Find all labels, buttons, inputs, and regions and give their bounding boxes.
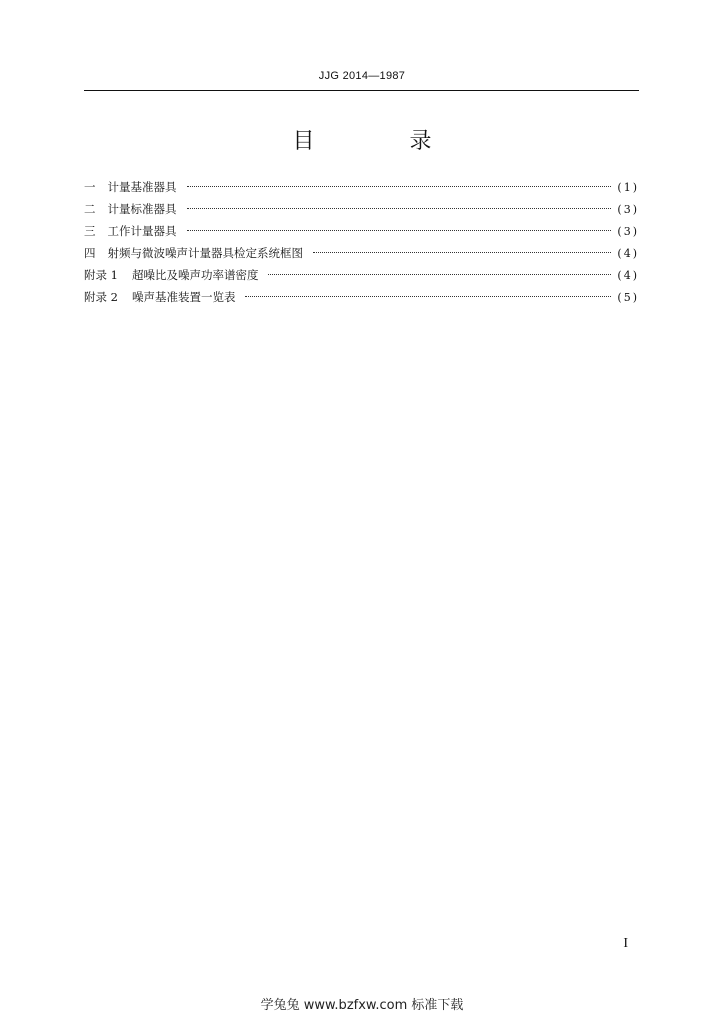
toc-entry-number: 二: [84, 202, 96, 216]
toc-entry-page: (4): [617, 269, 639, 282]
document-code: JJG 2014—1987: [318, 70, 406, 82]
toc-entry[interactable]: [84, 286, 639, 308]
toc-title: 目 录: [292, 129, 476, 154]
toc-entry-page: (5): [617, 291, 639, 304]
page-number: I: [623, 936, 628, 951]
toc-entry-title: 噪声基准装置一览表: [131, 290, 236, 304]
header-rule: [84, 90, 639, 91]
toc-entry-number: 四: [84, 246, 96, 260]
toc-dot-leader: [187, 186, 612, 187]
toc-dot-leader: [245, 296, 611, 297]
toc-entry-number: 附录 2: [84, 290, 118, 304]
toc-entry-page: (1): [617, 181, 639, 194]
toc-dot-leader: [187, 230, 612, 231]
toc-dot-leader: [187, 208, 612, 209]
toc-entry-title: 射频与微波噪声计量器具检定系统框图: [107, 246, 303, 260]
toc-entry-title: 工作计量器具: [107, 224, 177, 238]
toc-entry[interactable]: [84, 264, 639, 286]
toc-entry-page: (3): [617, 203, 639, 216]
toc-entry-number: 三: [84, 224, 96, 238]
footer-watermark: 学兔兔 www.bzfxw.com 标准下载: [260, 998, 464, 1013]
toc-entry-number: 附录 1: [84, 268, 118, 282]
toc-entry-number: 一: [84, 180, 96, 194]
toc-entry[interactable]: [84, 176, 639, 198]
toc-dot-leader: [313, 252, 611, 253]
toc-entry-title: 超噪比及噪声功率谱密度: [131, 268, 259, 282]
toc-entry[interactable]: [84, 220, 639, 242]
toc-dot-leader: [268, 274, 611, 275]
toc-entry-title: 计量标准器具: [107, 202, 177, 216]
toc-entry[interactable]: [84, 242, 639, 264]
toc-entry-page: (4): [617, 247, 639, 260]
toc-entry[interactable]: [84, 198, 639, 220]
toc-list: [84, 176, 639, 308]
toc-entry-title: 计量基准器具: [107, 180, 177, 194]
toc-entry-page: (3): [617, 225, 639, 238]
